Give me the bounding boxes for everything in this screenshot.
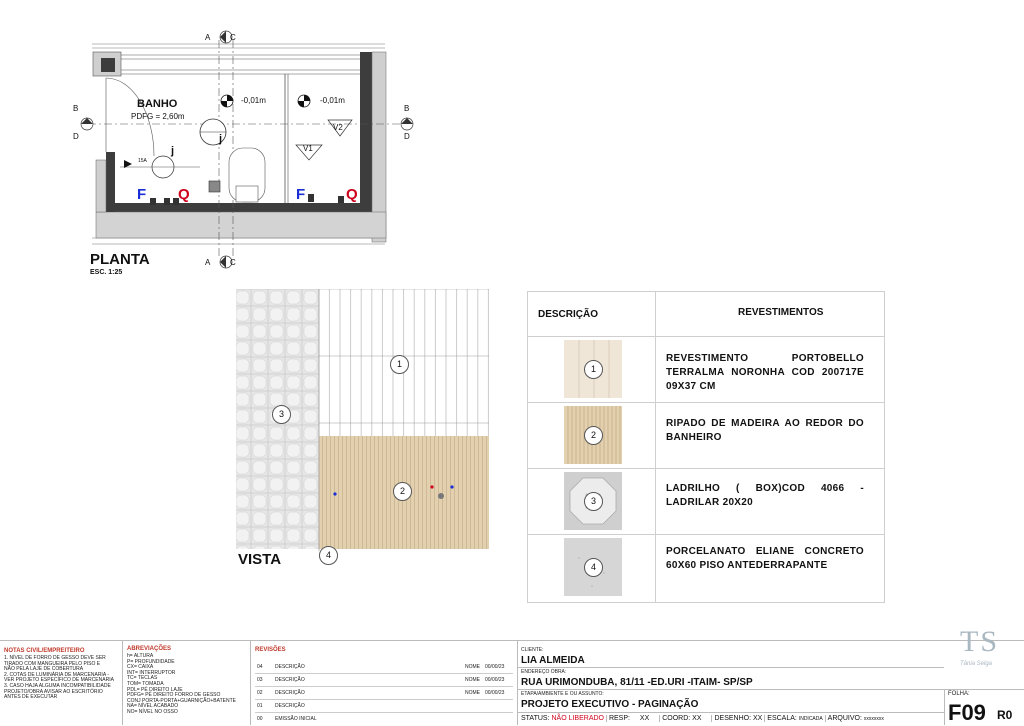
status-line (521, 715, 884, 722)
sheet-number: F09 (948, 700, 986, 725)
address-label: ENDEREÇO OBRA: (521, 669, 567, 675)
scale-value: INDICADA (798, 716, 823, 722)
vista-label-3: 3 (272, 405, 291, 424)
vista-label-4: 4 (319, 546, 338, 565)
note-line: 2. COTAS DE LUMINÁRIA DE MARCENARIA - (4, 671, 109, 678)
sheet-label: FOLHA: (948, 691, 970, 697)
status-label: STATUS: (521, 715, 550, 722)
row-number: 1 (584, 360, 603, 379)
valve-v1: V1 (303, 144, 313, 153)
note-line: PROJETO/OBRA AVISAR AO ESCRITÓRIO (4, 688, 103, 695)
abbreviations-title: ABREVIAÇÕES (127, 646, 172, 652)
revision-description: DESCRIÇÃO (275, 690, 305, 696)
revision-row (255, 661, 513, 674)
abbrev-line: INT= INTERRUPTOR (127, 669, 176, 676)
revision-name: NOME (465, 664, 480, 670)
resp-label: RESP: (606, 715, 630, 722)
vista-title: VISTA (238, 551, 282, 568)
revision-number: 03 (257, 677, 263, 683)
level-left: -0,01m (241, 96, 266, 105)
row-number: 3 (584, 492, 603, 511)
point-j-2: j (219, 133, 223, 145)
hot-water-label-2: Q (346, 186, 358, 203)
revision-number: 04 (257, 664, 263, 670)
abbrev-line: TOM= TOMADA (127, 680, 164, 687)
abbrev-line: NA= NÍVEL ACABADO (127, 703, 179, 710)
stage-label: ETAPA/AMBIENTE E OU ASSUNTO: (521, 691, 604, 697)
title-block (0, 625, 1024, 725)
office-logo (950, 625, 1016, 675)
coord-value: XX (692, 715, 702, 722)
revision-number: 01 (257, 703, 263, 709)
revision-date: 00/00/23 (485, 664, 505, 670)
row-number: 4 (584, 558, 603, 577)
row-description: LADRILHO ( BOX)COD 4066 - LADRILAR 20X20 (666, 483, 864, 508)
drawing-label: DESENHO: (711, 715, 751, 722)
abbrev-line: PDL= PÉ DIREITO LAJE (127, 686, 183, 693)
revision-description: DESCRIÇÃO (275, 703, 305, 709)
table-row (528, 402, 884, 469)
cut-label-top-a: A (205, 33, 211, 42)
table-row (528, 468, 884, 535)
row-description: PORCELANATO ELIANE CONCRETO 60X60 PISO ANTEDERRAPANTE (666, 546, 864, 571)
stage-value: PROJETO EXECUTIVO - PAGINAÇÃO (521, 699, 699, 710)
row-description: REVESTIMENTO PORTOBELLO TERRALMA NORONHA COD 200717E 09X37 CM (666, 353, 864, 392)
note-line: 1. NÍVEL DE FORRO DE GESSO DEVE SER (4, 655, 106, 661)
revision-description: DESCRIÇÃO (275, 677, 305, 683)
revision-description: EMISSÃO INICIAL (275, 716, 317, 722)
file-value: xxxxxxxx (863, 716, 884, 722)
cut-label-left-b: B (73, 104, 79, 113)
address-value: RUA URIMONDUBA, 81/11 -ED.URI -ITAIM- SP/SP (521, 677, 753, 688)
abbrev-line: PDFG= PÉ DIREITO FORRO DE GESSO (127, 692, 221, 699)
row-description: RIPADO DE MADEIRA AO REDOR DO BANHEIRO (666, 418, 864, 443)
plan-title: PLANTA (90, 251, 150, 268)
revision-date: 00/00/23 (485, 677, 505, 683)
notes-list (4, 656, 114, 701)
vista-label-2: 2 (393, 482, 412, 501)
vista-label-1: 1 (390, 355, 409, 374)
revision-number: 00 (257, 716, 263, 722)
cut-label-bottom-c: C (230, 258, 236, 267)
note-line: NÃO PELA LAJE DE COBERTURA (4, 666, 84, 673)
client-label: CLIENTE: (521, 647, 544, 653)
cut-label-bottom-a: A (205, 258, 211, 267)
abbreviations-list (127, 654, 236, 716)
revision-row (255, 687, 513, 700)
cut-label-right-d: D (404, 132, 410, 141)
revision-name: NOME (465, 677, 480, 683)
revision-row (255, 700, 513, 713)
logo-monogram: TS (960, 625, 1000, 658)
breaker-tag: 15A (138, 158, 147, 164)
table-row (528, 534, 884, 602)
abbrev-line: CX= CAIXA (127, 664, 154, 671)
point-j-1: j (171, 145, 175, 157)
hot-water-label-1: Q (178, 186, 190, 203)
cut-label-top-c: C (230, 33, 236, 42)
revision-date: 00/00/23 (485, 690, 505, 696)
table-header-description: DESCRIÇÃO (538, 309, 599, 320)
row-number: 2 (584, 426, 603, 445)
revision-name: NOME (465, 690, 480, 696)
note-line: VER PROJETO ESPECÍFICO DE MARCENARIA (4, 677, 114, 684)
scale-label: ESCALA: (764, 715, 797, 722)
status-value: NÃO LIBERADO (551, 715, 604, 722)
valve-v2: V2 (333, 123, 343, 132)
client-name: LIA ALMEIDA (521, 655, 585, 666)
cold-water-label-2: F (296, 186, 306, 203)
abbrev-line: P= PROFUNDIDADE (127, 658, 175, 665)
drawing-value: XX (752, 715, 763, 722)
note-line: TIRADO COM MANGUEIRA PELO PISO E (4, 660, 101, 667)
cut-label-right-b: B (404, 104, 410, 113)
floor-plan-drawing (0, 0, 440, 290)
abbrev-line: h= ALTURA (127, 653, 154, 659)
logo-signature: Tânia Selga (960, 661, 993, 667)
revision-row (255, 713, 513, 725)
cut-label-left-d: D (73, 132, 79, 141)
room-ceiling-height: PDFG = 2,60m (131, 112, 185, 121)
revisions-title: REVISÕES (255, 647, 286, 653)
revision-row (255, 674, 513, 687)
abbrev-line: TC= TECLAS (127, 675, 158, 682)
finishes-table (527, 291, 885, 603)
abbrev-line: NO= NÍVEL NO OSSO (127, 708, 178, 715)
table-header-finishes: REVESTIMENTOS (738, 307, 824, 318)
note-line: ANTES DE EXECUTAR (4, 694, 58, 701)
plan-scale: ESC. 1:25 (90, 269, 123, 276)
table-header (528, 292, 884, 337)
room-name: BANHO (137, 98, 178, 110)
revision-number: 02 (257, 690, 263, 696)
resp-value: XX (639, 715, 650, 722)
note-line: 3. CASO HAJA ALGUMA INCOMPATIBILIDADE (4, 682, 111, 689)
revision-description: DESCRIÇÃO (275, 664, 305, 670)
coord-label: COORD: (659, 715, 690, 722)
level-right: -0,01m (320, 96, 345, 105)
file-label: ARQUIVO: (825, 715, 862, 722)
revision-code: R0 (997, 708, 1013, 722)
notes-title: NOTAS CIVIL/EMPREITEIRO (4, 648, 85, 654)
table-row (528, 336, 884, 403)
cold-water-label-1: F (137, 186, 147, 203)
abbrev-line: CONJ PORTA-PORTA+GUARNIÇÃO+BATENTE (127, 697, 236, 704)
